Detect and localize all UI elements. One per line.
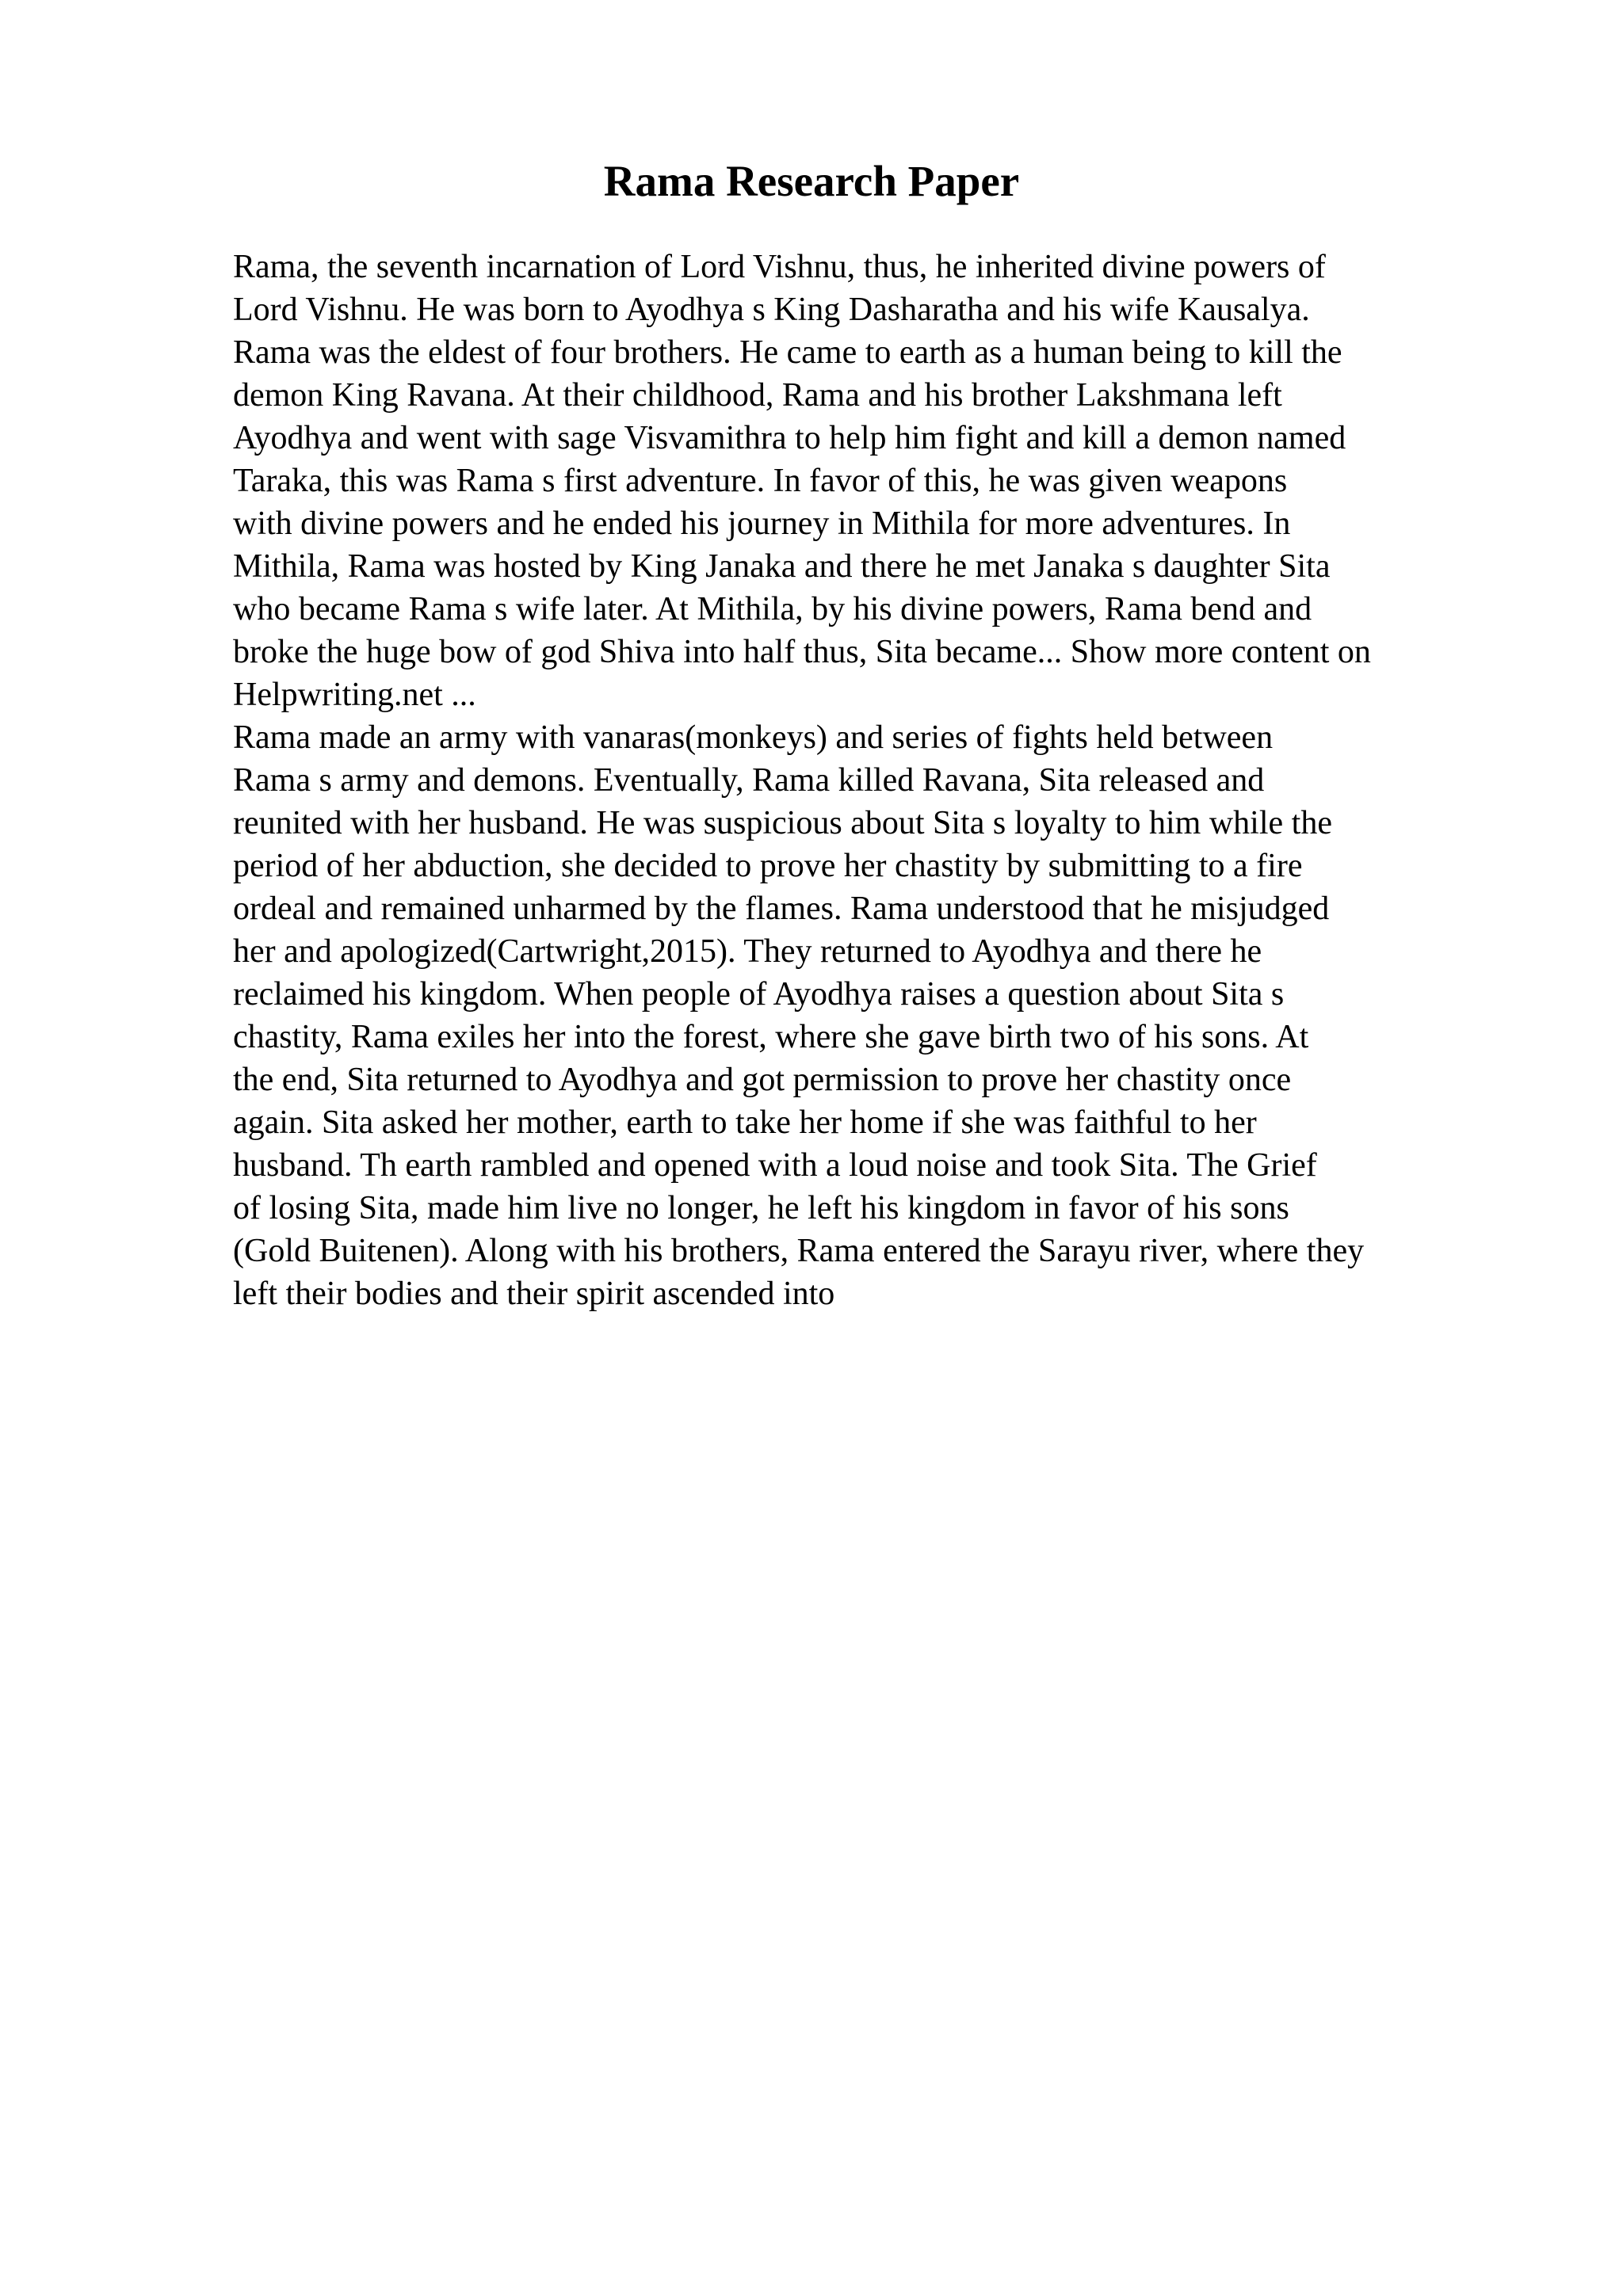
text-line: Lord Vishnu. He was born to Ayodhya s King Dasharatha and his wife Kausalya.	[233, 292, 1310, 328]
paragraph-1	[233, 246, 1533, 716]
text-line: the end, Sita returned to Ayodhya and got permission to prove her chastity once	[233, 1062, 1292, 1098]
text-line: of losing Sita, made him live no longer, he left his kingdom in favor of his sons	[233, 1190, 1289, 1226]
text-line: reunited with her husband. He was suspicious about Sita s loyalty to him while the	[233, 805, 1332, 841]
text-line: demon King Ravana. At their childhood, Rama and his brother Lakshmana left	[233, 377, 1282, 414]
text-line: Taraka, this was Rama s first adventure. In favor of this, he was given weapons	[233, 463, 1288, 499]
text-line: Mithila, Rama was hosted by King Janaka and there he met Janaka s daughter Sita	[233, 548, 1331, 585]
text-line: again. Sita asked her mother, earth to take her home if she was faithful to her	[233, 1104, 1257, 1141]
document-body	[233, 246, 1533, 1315]
text-line: left their bodies and their spirit ascended into	[233, 1276, 835, 1312]
text-line: broke the huge bow of god Shiva into half thus, Sita became... Show more content on	[233, 634, 1371, 670]
text-line: Ayodhya and went with sage Visvamithra to help him fight and kill a demon named	[233, 420, 1346, 456]
text-line: Rama made an army with vanaras(monkeys) and series of fights held between	[233, 719, 1274, 756]
text-line: reclaimed his kingdom. When people of Ayodhya raises a question about Sita s	[233, 976, 1285, 1013]
text-line: her and apologized(Cartwright,2015). They returned to Ayodhya and there he	[233, 933, 1262, 970]
text-line: ordeal and remained unharmed by the flames. Rama understood that he misjudged	[233, 891, 1330, 927]
text-line: husband. Th earth rambled and opened with a loud noise and took Sita. The Grief	[233, 1147, 1317, 1184]
paragraph-2	[233, 716, 1533, 1315]
text-line: Helpwriting.net ...	[233, 677, 476, 713]
text-line: (Gold Buitenen). Along with his brothers, Rama entered the Sarayu river, where they	[233, 1233, 1365, 1269]
text-line: who became Rama s wife later. At Mithila, by his divine powers, Rama bend and	[233, 591, 1312, 627]
text-line: Rama s army and demons. Eventually, Rama killed Ravana, Sita released and	[233, 762, 1265, 799]
text-line: period of her abduction, she decided to prove her chastity by submitting to a fire	[233, 848, 1303, 884]
text-line: Rama, the seventh incarnation of Lord Vishnu, thus, he inherited divine powers of	[233, 249, 1326, 285]
document-title: Rama Research Paper	[603, 157, 1020, 205]
text-line: chastity, Rama exiles her into the forest, where she gave birth two of his sons. At	[233, 1019, 1309, 1055]
text-line: Rama was the eldest of four brothers. He came to earth as a human being to kill the	[233, 334, 1342, 371]
text-line: with divine powers and he ended his journey in Mithila for more adventures. In	[233, 505, 1291, 542]
